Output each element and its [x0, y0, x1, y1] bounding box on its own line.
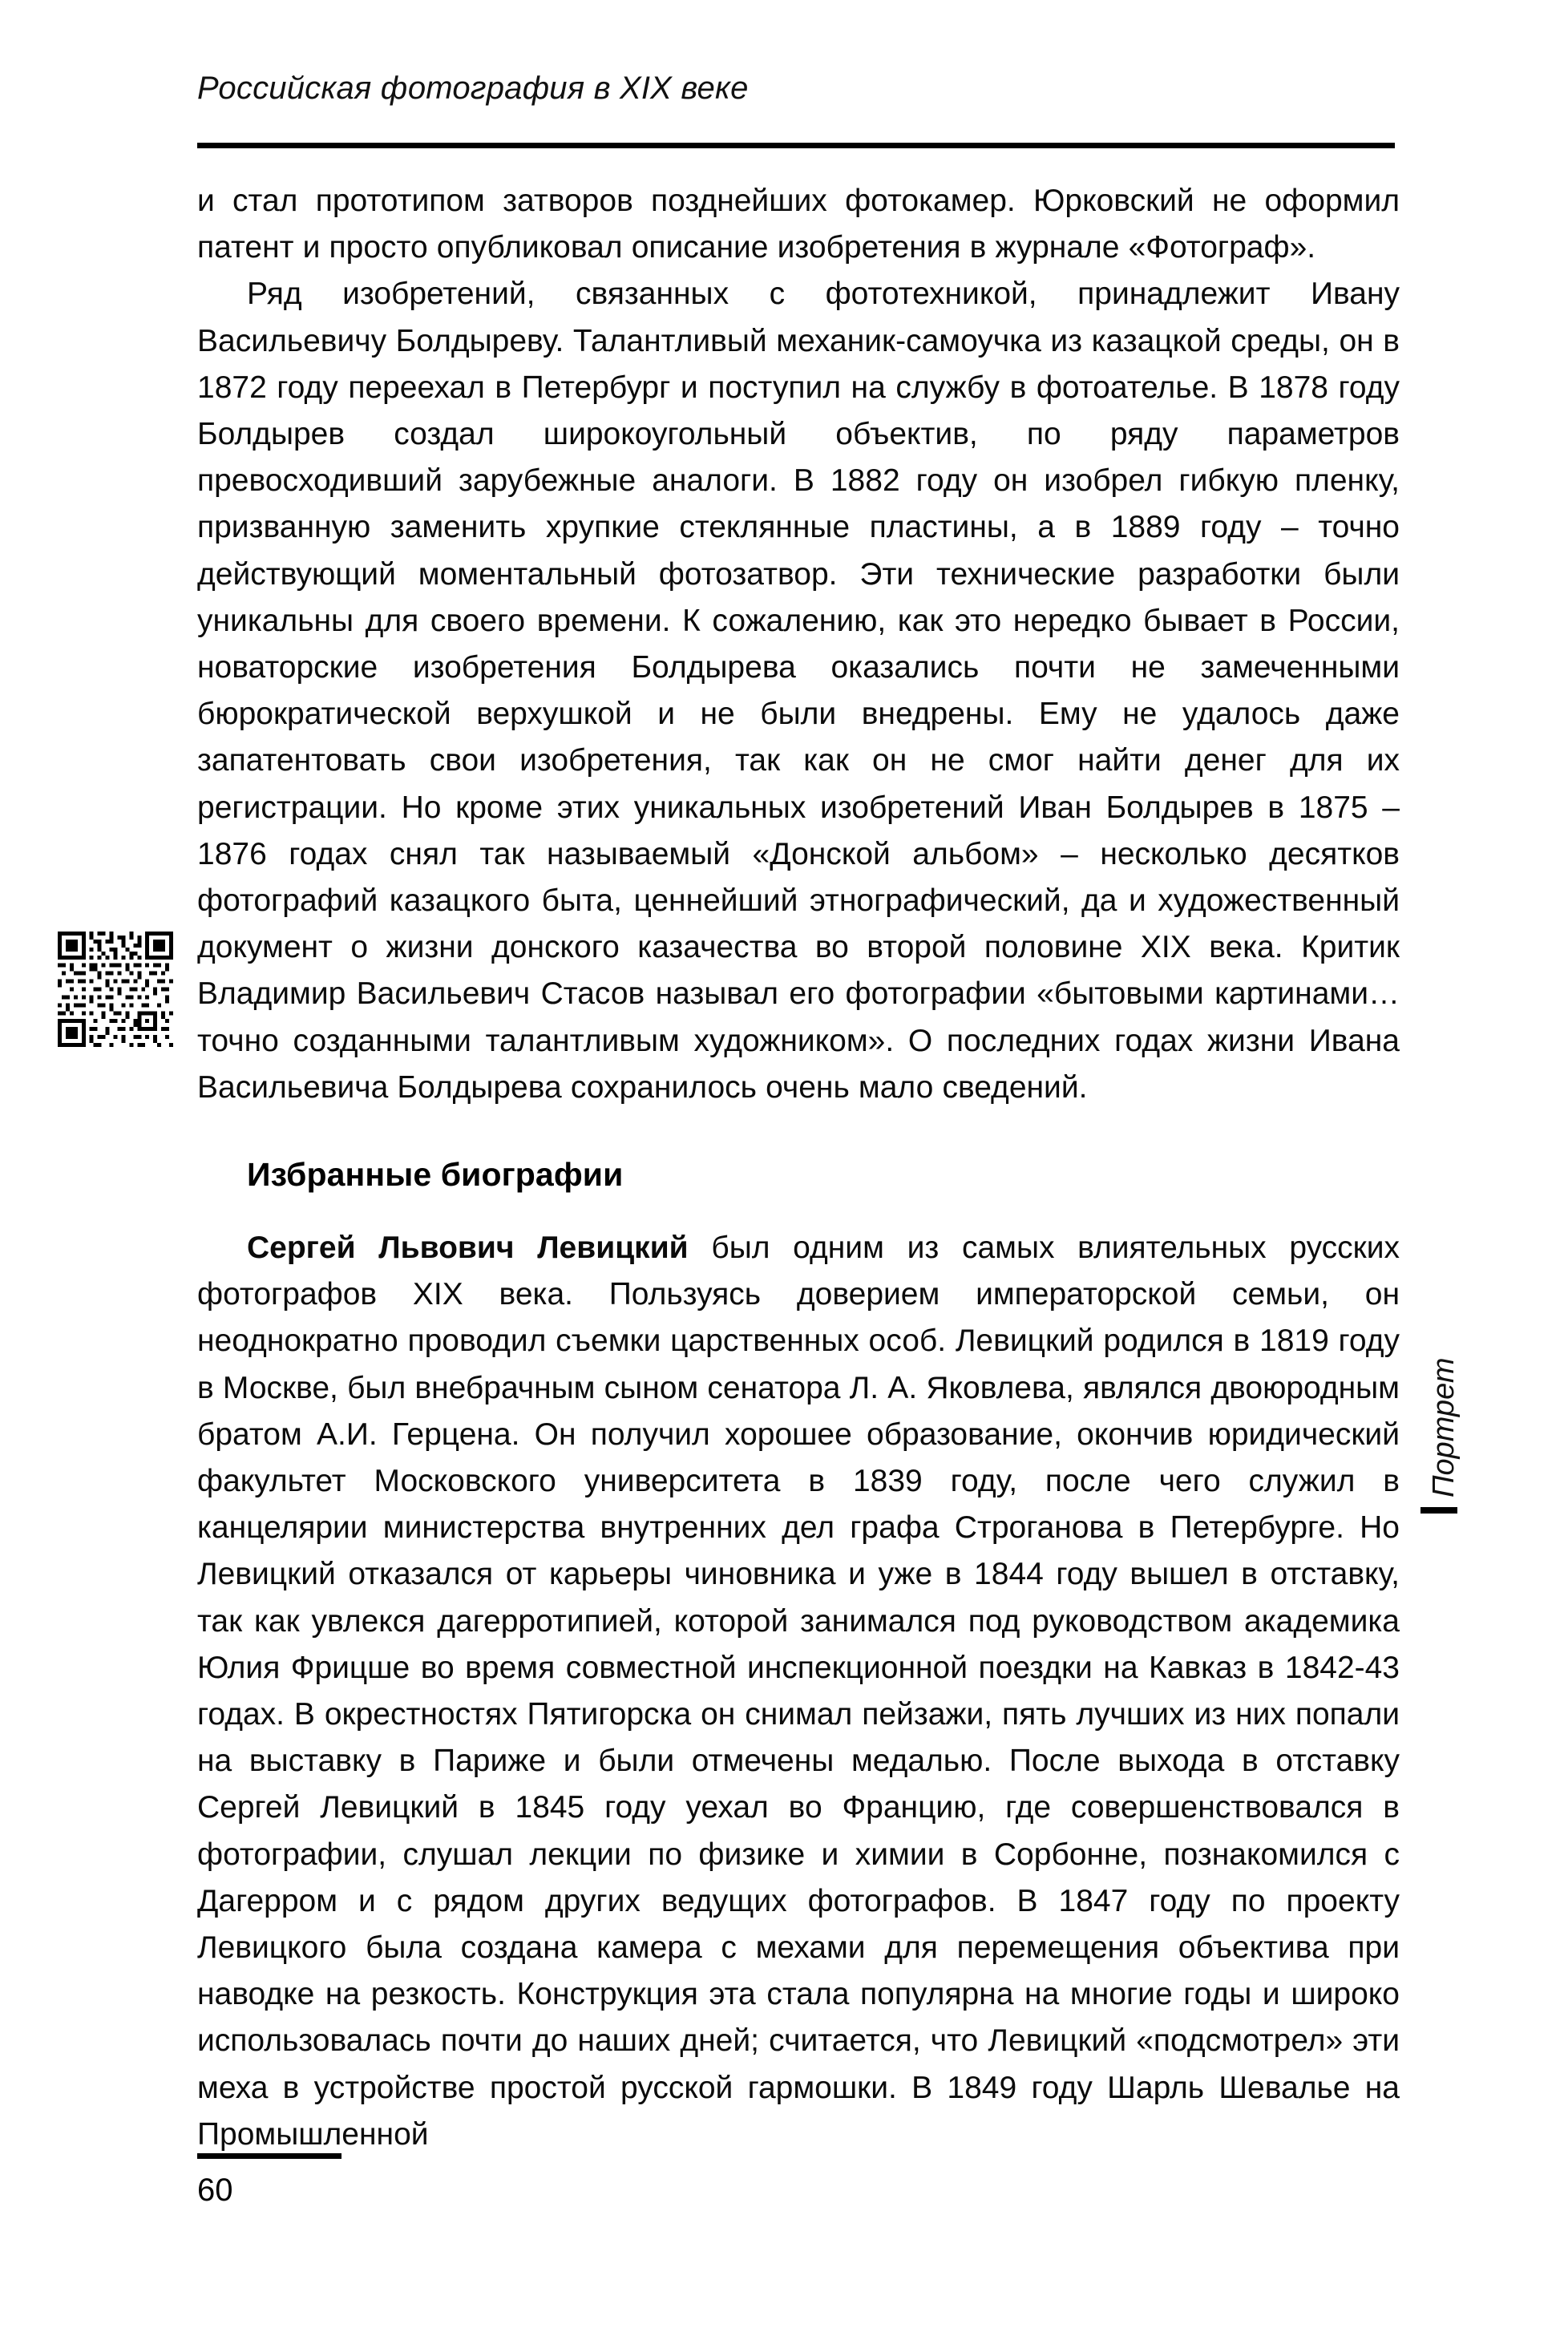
biography-name: Сергей Львович Левицкий — [247, 1231, 689, 1265]
text-column-top — [197, 178, 1400, 1111]
qr-code-icon — [58, 932, 173, 1047]
margin-section-label-text: Портрет — [1427, 1357, 1461, 1497]
paragraph-levitsky — [197, 1225, 1400, 2158]
text-column-bottom — [197, 1225, 1400, 2158]
section-heading: Избранные биографии — [247, 1156, 624, 1194]
margin-section-label — [1420, 1241, 1472, 1497]
page-number: 60 — [197, 2172, 233, 2208]
footer-rule — [197, 2153, 341, 2159]
biography-body: был одним из самых влиятельных русских фотографов XIX века. Пользуясь доверием императорской семьи, он неоднократно проводил съемки царственных особ. Левицкий родился в 1819 году в Москве, был внебрачным сыном сенатора Л. А. Яковлева, являлся двоюродным братом А.И. Герцена. Он получил хорошее образование, окончив юридический факультет Московского университета в 1839 году, после чего служил в канцелярии министерства внутренних дел графа Строганова в Петербурге. Но Левицкий отказался от карьеры чиновника и уже в 1844 году вышел в отставку, так как увлекся дагерротипией, которой занимался под руководством академика Юлия Фрицше во время совместной инспекционной поездки на Кавказ в 1842-43 годах. В окрестностях Пятигорска он снимал пейзажи, пять лучших из них попали на выставку в Париже и были отмечены медалью. После выхода в отставку Сергей Левицкий в 1845 году уехал во Францию, где совершенствовался в фотографии, слушал лекции по физике и химии в Сорбонне, познакомился с Дагерром и с рядом других ведущих фотографов. В 1847 году по проекту Левицкого была создана камера с мехами для перемещения объектива при наводке на резкость. Конструкция эта стала популярна на многие годы и широко использовалась почти до наших дней; считается, что Левицкий «подсмотрел» эти меха в устройстве простой русской гармошки. В 1849 году Шарль Шевалье на Промышленной — [197, 1231, 1400, 2152]
header-rule — [197, 143, 1395, 148]
paragraph-boldyrev: Ряд изобретений, связанных с фототехникой, принадлежит Ивану Васильевичу Болдыреву. Талантливый механик-самоучка из казацкой среды, он в 1872 году переехал в Петербург и поступил на службу в фотоателье. В 1878 году Болдырев создал широкоугольный объектив, по ряду параметров превосходивший зарубежные аналоги. В 1882 году он изобрел гибкую пленку, призванную заменить хрупкие стеклянные пластины, а в 1889 году – точно действующий моментальный фотозатвор. Эти технические разработки были уникальны для своего времени. К сожалению, как это нередко бывает в России, новаторские изобретения Болдырева оказались почти не замеченными бюрократической верхушкой и не были внедрены. Ему не удалось даже запатентовать свои изобретения, так как он не смог найти денег для их регистрации. Но кроме этих уникальных изобретений Иван Болдырев в 1875 – 1876 годах снял так называемый «Донской альбом» – несколько десятков фотографий казацкого быта, ценнейший этнографический, да и художественный документ о жизни донского казачества во второй половине XIX века. Критик Владимир Васильевич Стасов называл его фотографии «бытовыми картинами… точно созданными талантливым художником». О последних годах жизни Ивана Васильевича Болдырева сохранилось очень мало сведений. — [197, 277, 1400, 1105]
paragraph-continuation: и стал прототипом затворов позднейших фотокамер. Юрковский не оформил патент и просто опубликовал описание изобретения в журнале «Фотограф». — [197, 184, 1400, 265]
running-head: Российская фотография в XIX веке — [197, 71, 749, 106]
margin-label-rule — [1420, 1507, 1457, 1514]
